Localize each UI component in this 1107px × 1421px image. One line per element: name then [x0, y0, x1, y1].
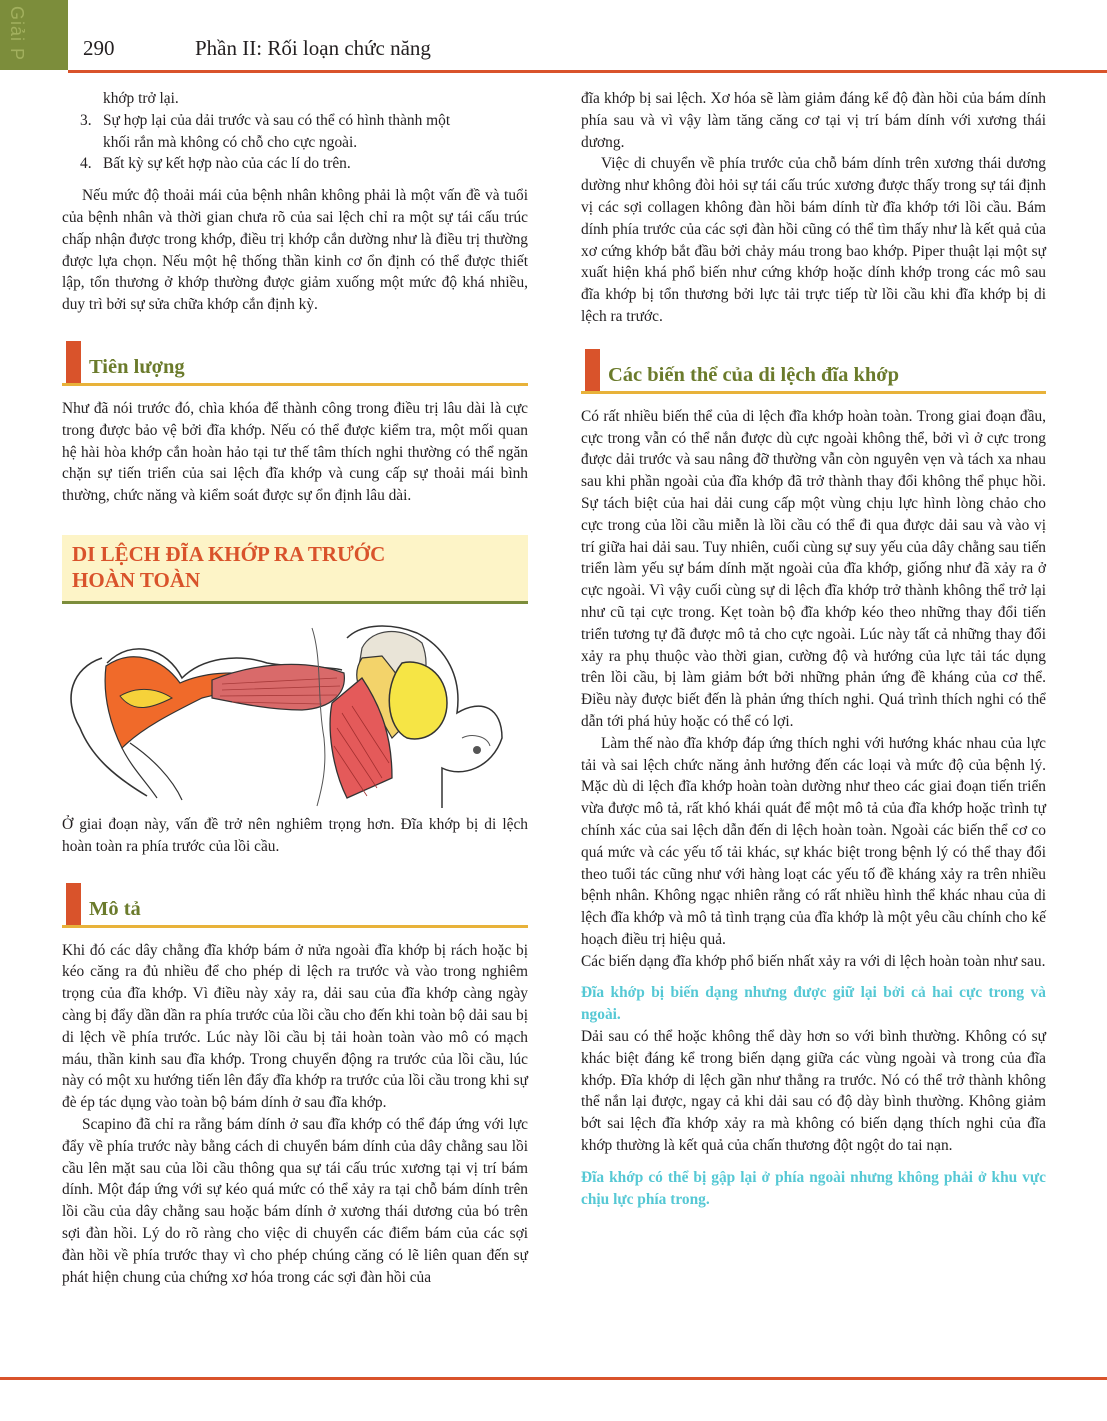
running-head: Phần II: Rối loạn chức năng [195, 36, 431, 60]
condyle-drawing [312, 626, 502, 808]
heading-bar [66, 883, 81, 925]
section-heading-text: Các biến thể của di lệch đĩa khớp [608, 363, 899, 386]
major-heading [62, 535, 528, 604]
section-heading-variants [581, 350, 1046, 394]
major-heading-line: DI LỆCH ĐĨA KHỚP RA TRƯỚC [72, 541, 386, 566]
paragraph: Scapino đã chỉ ra rằng bám dính ở sau đĩa khớp có thể đáp ứng với lực đẩy về phía trước này bằng cách di chuyển bám dính của dây chằng sau lồi cầu lên mặt sau của lồi cầu thông qua sự tái cấu trúc xương tại vị trí bám dính. Một đáp ứng với sự kéo quá mức có thể xảy ra tại chỗ bám dính trên lồi cầu của dây chằng sau hoặc bám dính ở xương thái dương của bó trên sợi đàn hồi. Lý do rõ ràng cho việc di chuyển các điểm bám của các sợi đàn hồi về phía trước thay vì cho phép chúng căng có lẽ liên quan đến sự phát hiện chung của chứng xơ hóa trong các sợi đàn hồi của [62, 1115, 528, 1286]
heading-bar [585, 349, 600, 391]
major-heading-line: HOÀN TOÀN [72, 567, 201, 592]
subheading: Đĩa khớp bị biến dạng nhưng được giữ lại bởi cả hai cực trong và ngoài. [581, 984, 1046, 1024]
paragraph: Các biến dạng đĩa khớp phổ biến nhất xảy ra với di lệch hoàn toàn như sau. [581, 952, 1046, 970]
tmj-illustration-graphic [62, 618, 528, 808]
paragraph: đĩa khớp bị sai lệch. Xơ hóa sẽ làm giảm đáng kể độ đàn hồi của bám dính phía sau và vì vậy làm tăng căng cơ tại vị trí bám dính với xương thái dương. [581, 90, 1046, 151]
section-heading-text: Tiên lượng [89, 356, 185, 379]
list-number: 3. [80, 111, 92, 129]
list-text: Bất kỳ sự kết hợp nào của các lí do trên. [103, 155, 351, 173]
list-item [62, 153, 528, 175]
footer-rule [0, 1377, 1107, 1380]
section-heading-text: Mô tả [89, 897, 141, 920]
paragraph: Như đã nói trước đó, chìa khóa để thành công trong điều trị lâu dài là cực trong được bảo vệ bởi đĩa khớp. Nếu có thể được kiểm tra, một mối quan hệ hài hòa khớp cắn hoàn hảo tại tư thế tâm thích nghi thường có thể ngăn chặn sự tiến triển của sai lệch đĩa khớp và cung cấp sự thoải mái bình thường, chức năng và kiểm soát được sự ổn định lâu dài. [62, 399, 528, 505]
page-number: 290 [83, 36, 115, 60]
subheading: Đĩa khớp có thể bị gập lại ở phía ngoài nhưng không phải ở khu vực chịu lực phía trong. [581, 1168, 1046, 1208]
paragraph: Việc di chuyển về phía trước của chỗ bám dính trên xương thái dương dường như không đòi hỏi sự tái cấu trúc xương được thấy trong sự tái định vị các sợi collagen không đàn hồi bám dính từ đĩa khớp tới lồi cầu. Bám dính phía trước của các sợi đàn hồi cũng có thể tìm thấy như là kết quả của xơ cứng khớp bắt đầu bởi chảy máu trong bao khớp. Piper thuật lại một sự xuất hiện khá phổ biến như cứng khớp hoặc dính khớp trong các mô sau đĩa khớp bị tổn thương bởi lực tải trực tiếp từ lồi cầu khi đĩa khớp bị di lệch ra trước. [581, 155, 1046, 325]
list-item [62, 110, 528, 154]
paragraph: Dải sau có thể hoặc không thể dày hơn so với bình thường. Không có sự khác biệt đáng kể trong biến dạng giữa các vùng ngoài và trong của đĩa khớp. Đĩa khớp di lệch gần như thẳng ra trước. Nó có thể trở thành không thể nắn lại được, ngay cả khi dải sau có độ dày bình thường. Không giảm bớt sai lệch đĩa khớp xảy ra mà không có biến dạng thích nghi của đĩa khớp thường là kết quả của chấn thương đột ngột do tai nạn. [581, 1028, 1046, 1155]
list-continuation: khớp trở lại. [103, 90, 179, 107]
side-tab-strip [0, 0, 68, 70]
paragraph: Khi đó các dây chằng đĩa khớp bám ở nửa ngoài đĩa khớp bị rách hoặc bị kéo căng ra đủ nhiều để cho phép di lệch ra trước và vào trong nghiêm trọng của đĩa khớp. Vì điều này xảy ra, dải sau của đĩa khớp càng ngày càng bị đẩy dần dần ra phía trước của lồi cầu cho đến khi toàn bộ dải sau bị di lệch về phía trước. Lúc này lồi cầu bị tải hoàn toàn vào mô có mạch máu, thần kinh sau đĩa khớp. Trong chuyển động ra trước của lồi cầu, lúc này có một xu hướng tiến lên đẩy đĩa khớp ra trước của lồi cầu trong khi sự đè ép tác dụng vào toàn bộ bám dính ở sau đĩa khớp. [62, 941, 528, 1112]
tmj-illustration [62, 618, 528, 808]
paragraph: Làm thế nào đĩa khớp đáp ứng thích nghi với hướng khác nhau của lực tải và sai lệch chức năng ảnh hưởng đến các loại và mức độ của bệnh lý. Mặc dù di lệch đĩa khớp hoàn toàn dường như theo các giai đoạn tiến triển vừa được mô tả, rất khó khái quát để một mô tả của đĩa khớp hoặc trình tự chính xác của sai lệch dẫn đến di lệch hoàn toàn. Ngoài các biến thể cơ co quá mức và các yếu tố tải khác, sự khác biệt trong bệnh lý có thể thay đổi theo tuổi tác cũng như với hàng loạt các yếu tố đề kháng xảy ra trên nhiều bệnh nhân. Không ngạc nhiên rằng có rất nhiều hình thể khác nhau của di lệch đĩa khớp và mô tả tình trạng của đĩa khớp là một yêu cầu chính cho kế hoạch điều trị hiệu quả. [581, 734, 1046, 948]
header-rule [68, 70, 1107, 73]
paragraph: Ở giai đoạn này, vấn đề trở nên nghiêm trọng hơn. Đĩa khớp bị di lệch hoàn toàn ra phía trước của lồi cầu. [62, 815, 528, 855]
list-number: 4. [80, 155, 92, 173]
disc-drawing [71, 649, 344, 800]
list-text: khối rắn mà không có chỗ cho cực ngoài. [103, 133, 358, 151]
left-column [62, 88, 528, 1288]
heading-bar [66, 341, 81, 383]
right-column [581, 88, 1046, 1210]
list-text: Sự hợp lại của dải trước và sau có thể có hình thành một [103, 111, 451, 129]
paragraph: Nếu mức độ thoải mái của bệnh nhân không phải là một vấn đề và tuổi của bệnh nhân và thời gian chưa rõ của sai lệch chỉ ra một sự tái cấu trúc chấp nhận được trong khớp, điều trị khớp cắn dường như là điều trị thường được lựa chọn. Nếu một hệ thống thần kinh cơ ổn định có thể được thiết lập, tổn thương ở khớp thường được giảm xuống một mức độ khá nhiều, duy trì bởi sự sửa chữa khớp cắn định kỳ. [62, 187, 528, 314]
paragraph: Có rất nhiều biến thể của di lệch đĩa khớp hoàn toàn. Trong giai đoạn đầu, cực trong vẫn có thể nắn được dù cực ngoài không thể, bởi vì ở cực trong được dải trước và sau nâng đỡ thường vẫn còn nguyên vẹn và tách xa nhau sau khi phần ngoài của đĩa khớp đã trở thành thay đổi không thể phục hồi. Sự tách biệt của hai dải cung cấp một vùng chịu lực hình lòng chảo cho cực trong của lồi cầu miễn là lồi cầu có thể đi qua được dải sau và vào vị trí giữa hai dải sau. Tuy nhiên, cuối cùng sự suy yếu của dây chằng sau tiến triển làm yếu sự bám dính mặt ngoài của đĩa khớp, giống như đã xảy ra ở cực ngoài. Vì vậy cuối cùng sự di lệch đĩa khớp trở thành không thể trở lại như cũ tại cực trong. Kẹt toàn bộ đĩa khớp kéo theo những thay đổi tiến triển tương tự đã được mô tả cho cực ngoài. Lúc này tất cả những thay đổi xảy ra phụ thuộc vào thời gian, cường độ và hướng của lực tải tác dụng trên lồi cầu, bị làm giảm bớt bởi những phản ứng đề kháng của cơ thể. Điều này được biết đến là phản ứng thích nghi. Quá trình thích nghi có thể dẫn tới phá hủy hoặc có thể có lợi. [581, 407, 1046, 730]
side-tab-text: Giải P [7, 6, 27, 62]
section-heading-description [62, 884, 528, 928]
section-heading-prognosis [62, 342, 528, 386]
